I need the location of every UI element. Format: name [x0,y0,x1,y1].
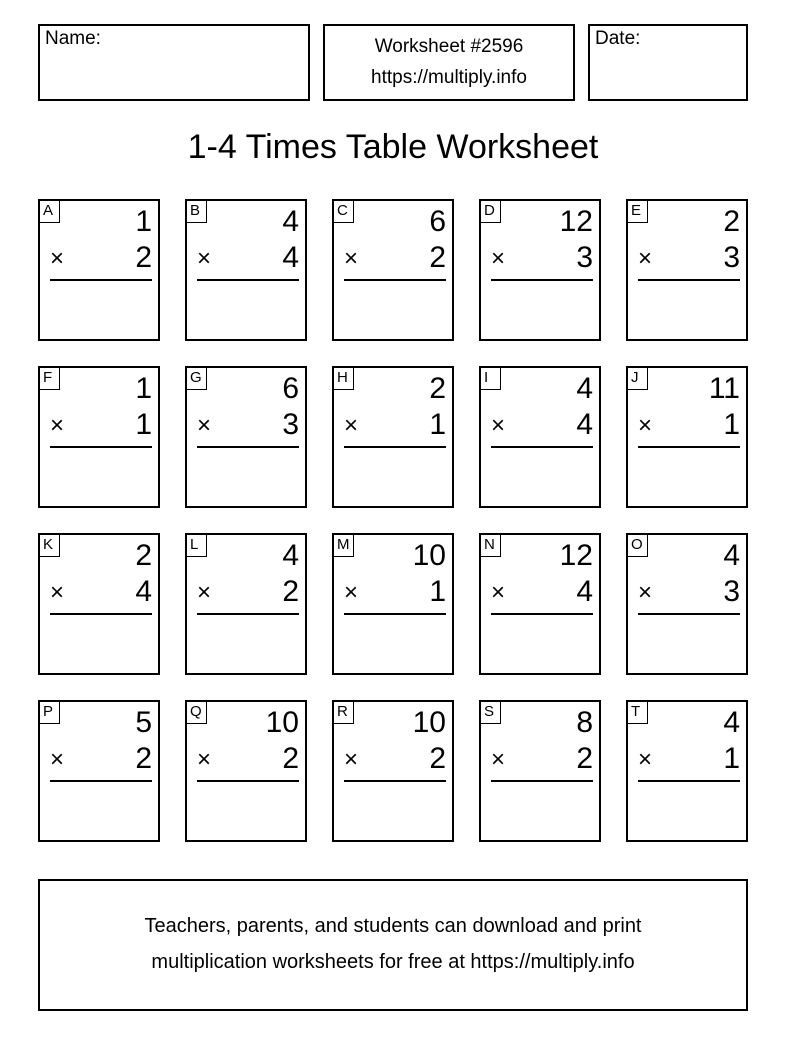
times-sign: × [197,746,212,773]
multiplier: 2 [135,742,152,775]
problem-letter: Q [187,702,207,724]
answer-area[interactable] [481,283,599,339]
multiplicand: 5 [135,706,152,739]
times-sign: × [344,245,359,272]
multiplier: 3 [282,408,299,441]
problem-letter: F [40,368,60,390]
problem-card [38,700,160,842]
problem-letter: J [628,368,648,390]
problem-card [479,199,601,341]
answer-line [344,279,446,281]
multiplicand: 4 [576,372,593,405]
problem-letter: C [334,201,354,223]
problem-card [185,366,307,508]
multiplier: 3 [723,575,740,608]
times-sign: × [638,412,653,439]
problem-card [185,700,307,842]
times-sign: × [491,412,506,439]
multiplicand: 10 [265,706,299,739]
problem-letter: S [481,702,501,724]
date-label: Date: [595,28,641,49]
multiplier: 1 [429,575,446,608]
multiplier: 4 [135,575,152,608]
answer-line [491,780,593,782]
problem-card [332,700,454,842]
multiplicand: 1 [135,205,152,238]
times-sign: × [197,412,212,439]
problem-card [332,366,454,508]
problem-letter: B [187,201,207,223]
worksheet-number: Worksheet #2596 [374,36,524,57]
multiplier: 1 [723,742,740,775]
answer-line [491,446,593,448]
times-sign: × [197,245,212,272]
problem-letter: N [481,535,501,557]
multiplier: 2 [576,742,593,775]
answer-line [638,613,740,615]
multiplicand: 4 [282,539,299,572]
multiplicand: 4 [282,205,299,238]
times-sign: × [638,245,653,272]
multiplicand: 6 [429,205,446,238]
times-sign: × [50,412,65,439]
times-sign: × [50,245,65,272]
problem-letter: M [334,535,354,557]
multiplicand: 2 [723,205,740,238]
answer-area[interactable] [40,784,158,840]
multiplicand: 11 [708,372,740,405]
footer-line-2: multiplication worksheets for free at https://multiply.info [151,951,635,973]
problem-card [626,700,748,842]
multiplicand: 1 [135,372,152,405]
answer-area[interactable] [628,617,746,673]
answer-line [638,279,740,281]
answer-area[interactable] [481,450,599,506]
multiplicand: 12 [559,205,593,238]
problem-letter: L [187,535,207,557]
answer-line [50,613,152,615]
answer-line [344,446,446,448]
answer-area[interactable] [187,617,305,673]
answer-line [197,446,299,448]
multiplicand: 4 [723,706,740,739]
answer-area[interactable] [187,450,305,506]
answer-line [197,279,299,281]
answer-area[interactable] [40,617,158,673]
answer-area[interactable] [334,450,452,506]
problem-card [185,199,307,341]
multiplier: 2 [429,241,446,274]
answer-line [50,446,152,448]
answer-area[interactable] [334,784,452,840]
multiplier: 2 [135,241,152,274]
answer-area[interactable] [628,784,746,840]
answer-area[interactable] [481,617,599,673]
multiplier: 4 [576,575,593,608]
answer-line [638,446,740,448]
multiplicand: 10 [412,706,446,739]
answer-area[interactable] [628,450,746,506]
answer-line [491,279,593,281]
multiplier: 1 [723,408,740,441]
problem-letter: O [628,535,648,557]
footer-line-1: Teachers, parents, and students can download and print [144,915,642,937]
problem-card [38,533,160,675]
problem-letter: H [334,368,354,390]
times-sign: × [50,746,65,773]
multiplier: 3 [723,241,740,274]
answer-area[interactable] [40,283,158,339]
answer-line [50,279,152,281]
multiplier: 1 [429,408,446,441]
problem-card [479,366,601,508]
times-sign: × [344,579,359,606]
multiplicand: 2 [429,372,446,405]
multiplier: 3 [576,241,593,274]
times-sign: × [491,746,506,773]
problem-card [185,533,307,675]
answer-line [197,780,299,782]
multiplier: 2 [282,742,299,775]
problem-letter: A [40,201,60,223]
problem-card [332,533,454,675]
problem-card [38,366,160,508]
answer-area[interactable] [628,283,746,339]
problem-card [479,700,601,842]
times-sign: × [344,412,359,439]
multiplicand: 4 [723,539,740,572]
answer-line [491,613,593,615]
times-sign: × [50,579,65,606]
answer-area[interactable] [40,450,158,506]
problem-card [626,533,748,675]
problem-letter: T [628,702,648,724]
problem-card [626,366,748,508]
multiplicand: 2 [135,539,152,572]
times-sign: × [344,746,359,773]
answer-area[interactable] [334,283,452,339]
footer-box [38,879,748,1011]
answer-area[interactable] [334,617,452,673]
answer-line [197,613,299,615]
problem-letter: I [481,368,501,390]
answer-line [50,780,152,782]
problem-letter: R [334,702,354,724]
problem-card [332,199,454,341]
times-sign: × [197,579,212,606]
answer-line [344,613,446,615]
worksheet-url: https://multiply.info [371,67,527,88]
multiplicand: 10 [412,539,446,572]
answer-area[interactable] [187,283,305,339]
problem-letter: K [40,535,60,557]
times-sign: × [638,746,653,773]
answer-area[interactable] [187,784,305,840]
problem-card [479,533,601,675]
page-title: 1-4 Times Table Worksheet [187,128,599,166]
name-label: Name: [45,28,101,49]
problem-letter: G [187,368,207,390]
problem-letter: D [481,201,501,223]
multiplier: 2 [429,742,446,775]
problem-card [38,199,160,341]
problem-card [626,199,748,341]
multiplicand: 8 [576,706,593,739]
multiplicand: 6 [282,372,299,405]
problem-letter: E [628,201,648,223]
times-sign: × [491,245,506,272]
problem-letter: P [40,702,60,724]
multiplier: 1 [135,408,152,441]
answer-area[interactable] [481,784,599,840]
times-sign: × [638,579,653,606]
answer-line [638,780,740,782]
multiplier: 2 [282,575,299,608]
multiplier: 4 [576,408,593,441]
times-sign: × [491,579,506,606]
multiplicand: 12 [559,539,593,572]
multiplier: 4 [282,241,299,274]
answer-line [344,780,446,782]
